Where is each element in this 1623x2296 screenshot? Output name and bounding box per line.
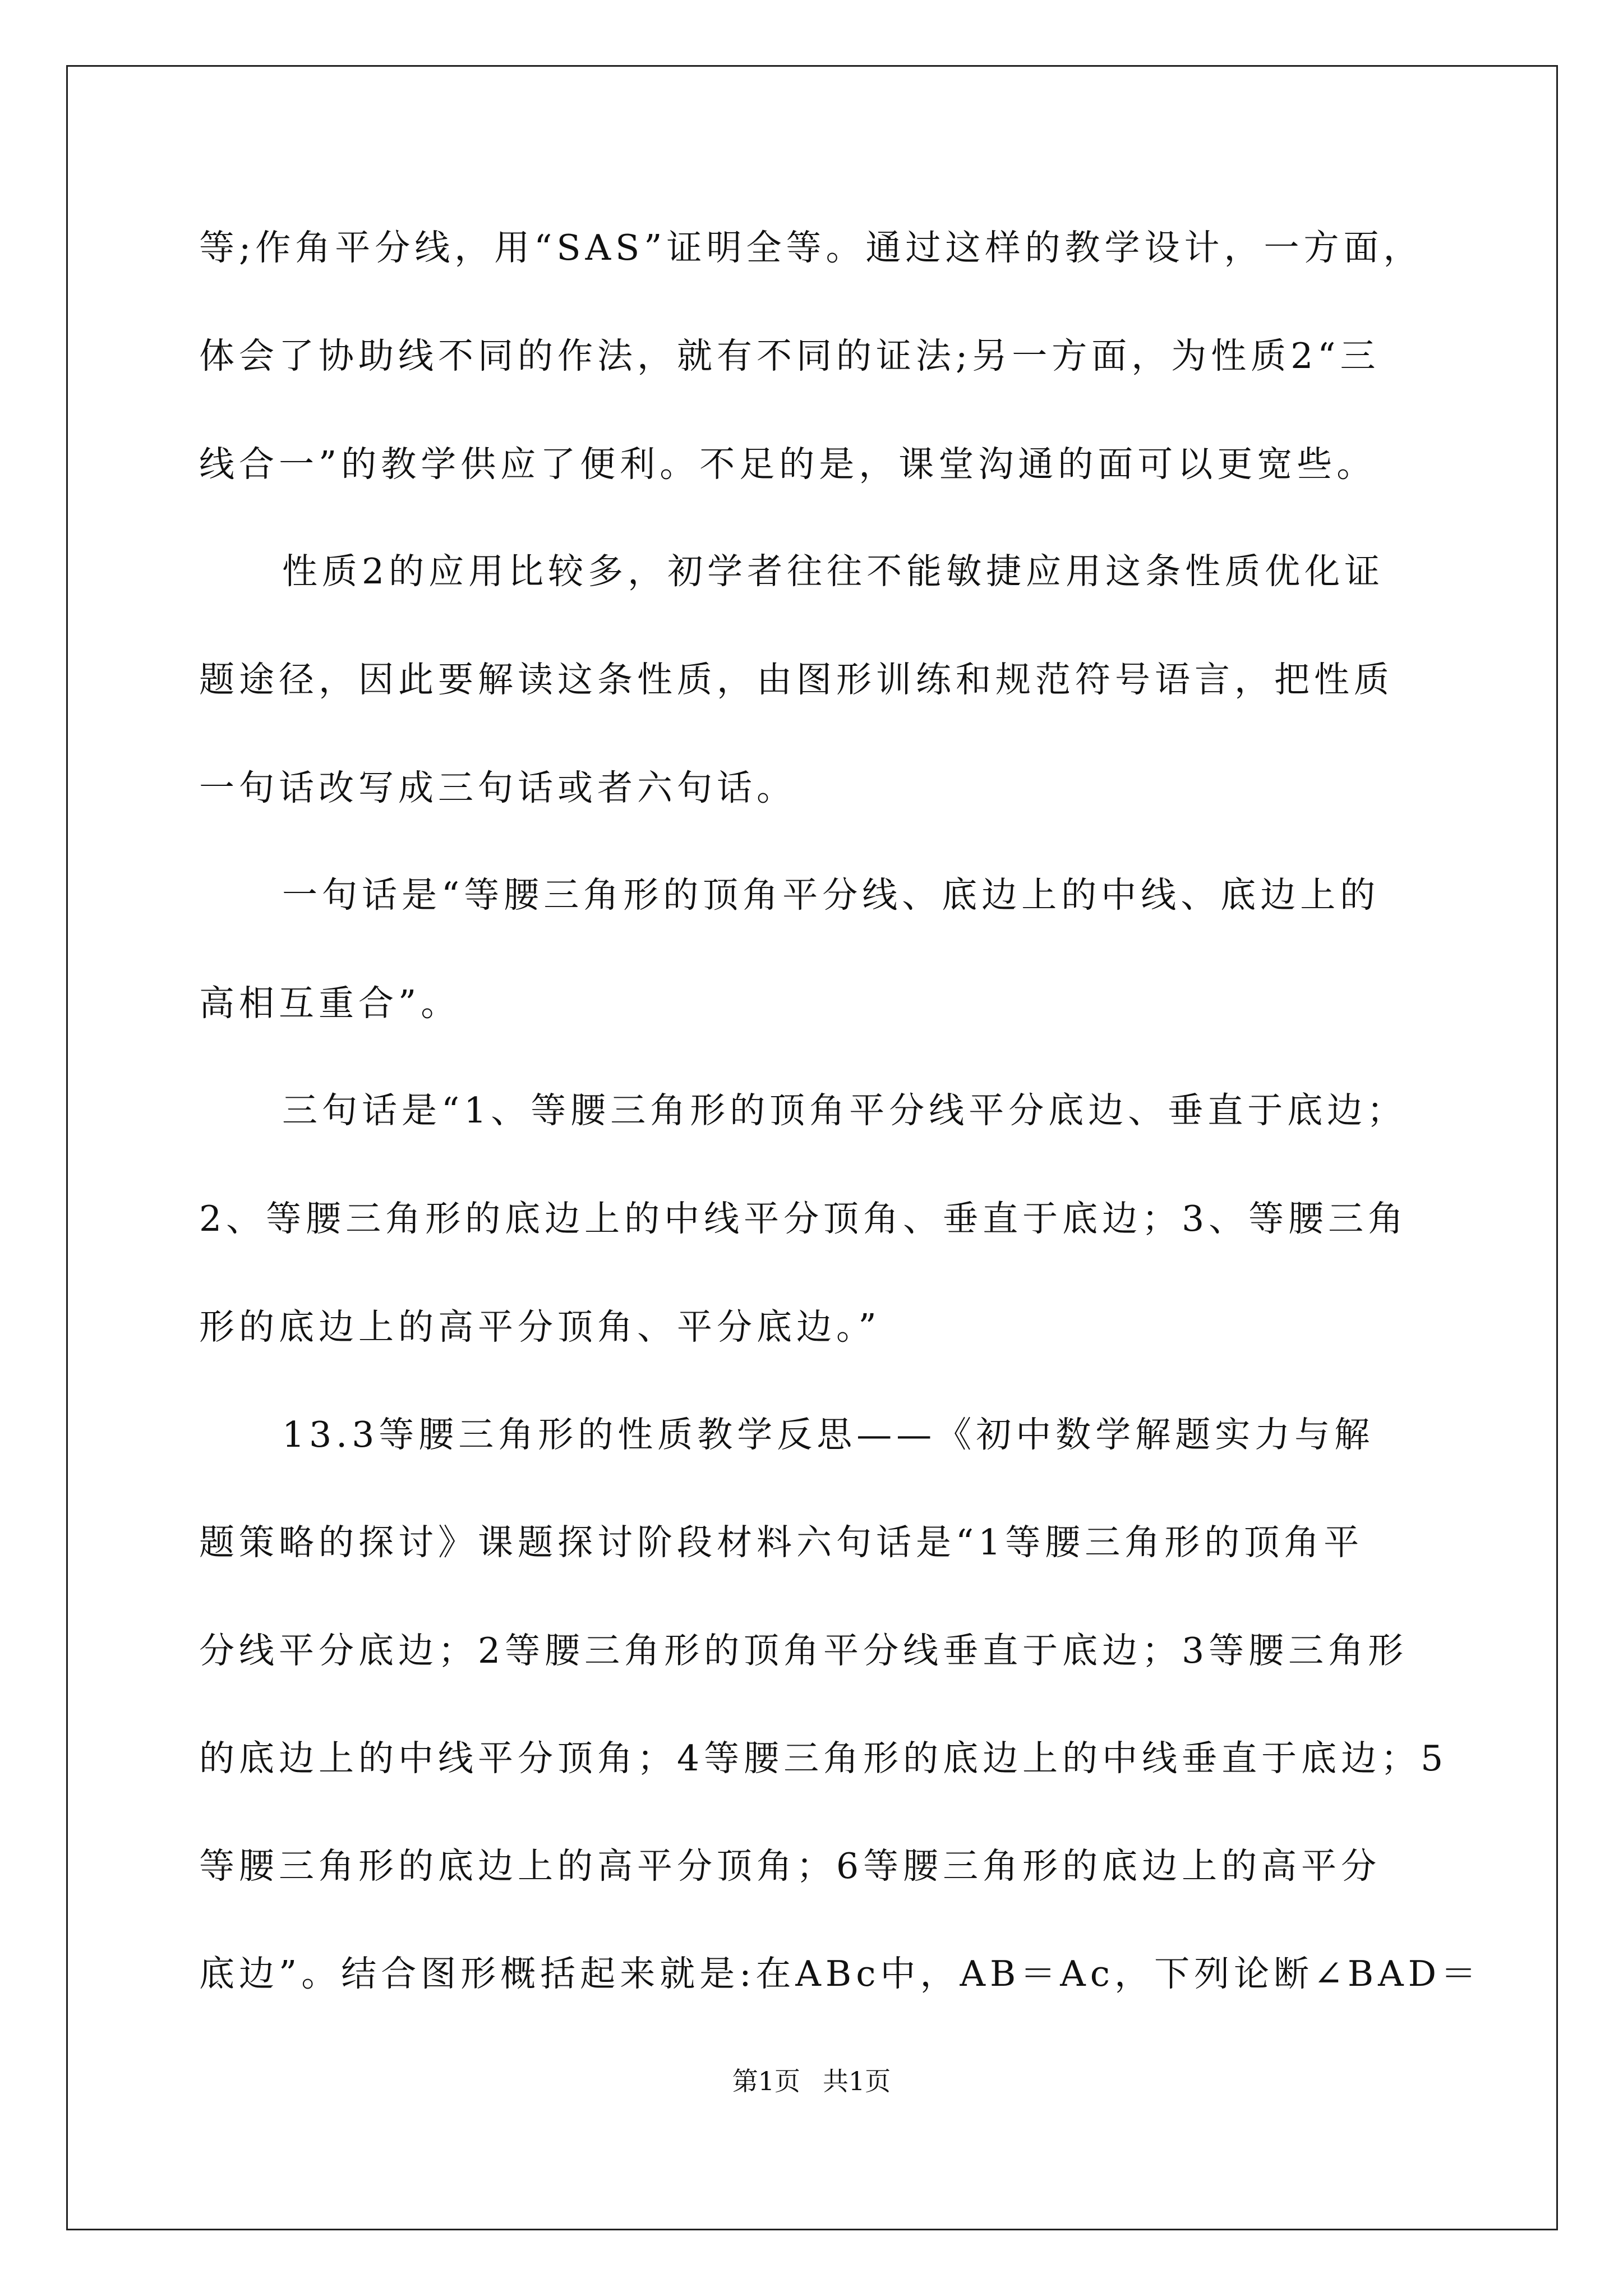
text-line: 体会了协助线不同的作法，就有不同的证法;另一方面，为性质2“三: [199, 335, 1380, 376]
page-total: 共1页: [823, 2066, 891, 2096]
text-line: 等;作角平分线，用“SAS”证明全等。通过这样的教学设计，一方面，: [199, 227, 1423, 268]
text-line: 形的底边上的高平分顶角、平分底边。”: [199, 1306, 881, 1347]
paragraph-start-line: 性质2的应用比较多，初学者往往不能敏捷应用这条性质优化证: [282, 551, 1385, 592]
text-line: 题途径，因此要解读这条性质，由图形训练和规范符号语言，把性质: [199, 659, 1394, 700]
text-line: 分线平分底边；2等腰三角形的顶角平分线垂直于底边；3等腰三角形: [199, 1630, 1408, 1671]
paragraph-start-line: 一句话是“等腰三角形的顶角平分线、底边上的中线、底边上的: [282, 875, 1380, 915]
text-line: 底边”。结合图形概括起来就是:在ABc中，AB＝Ac，下列论断∠BAD＝: [199, 1953, 1481, 1994]
page-footer: [0, 2064, 1623, 2098]
page-number: 第1页: [732, 2066, 800, 2096]
text-line: 题策略的探讨》课题探讨阶段材料六句话是“1等腰三角形的顶角平: [199, 1522, 1364, 1563]
text-line: 2、等腰三角形的底边上的中线平分顶角、垂直于底边；3、等腰三角: [199, 1198, 1408, 1239]
paragraph-start-line: 三句话是“1、等腰三角形的顶角平分线平分底边、垂直于底边；: [282, 1090, 1407, 1131]
text-line: 的底边上的中线平分顶角；4等腰三角形的底边上的中线垂直于底边；5: [199, 1738, 1448, 1779]
paragraph-start-line: 13.3等腰三角形的性质教学反思——《初中数学解题实力与解: [282, 1414, 1375, 1455]
text-line: 一句话改写成三句话或者六句话。: [199, 767, 796, 808]
text-line: 高相互重合”。: [199, 983, 461, 1024]
page-border: [66, 65, 1558, 2230]
text-line: 线合一”的教学供应了便利。不足的是，课堂沟通的面可以更宽些。: [199, 444, 1377, 485]
text-line: 等腰三角形的底边上的高平分顶角；6等腰三角形的底边上的高平分: [199, 1846, 1381, 1887]
